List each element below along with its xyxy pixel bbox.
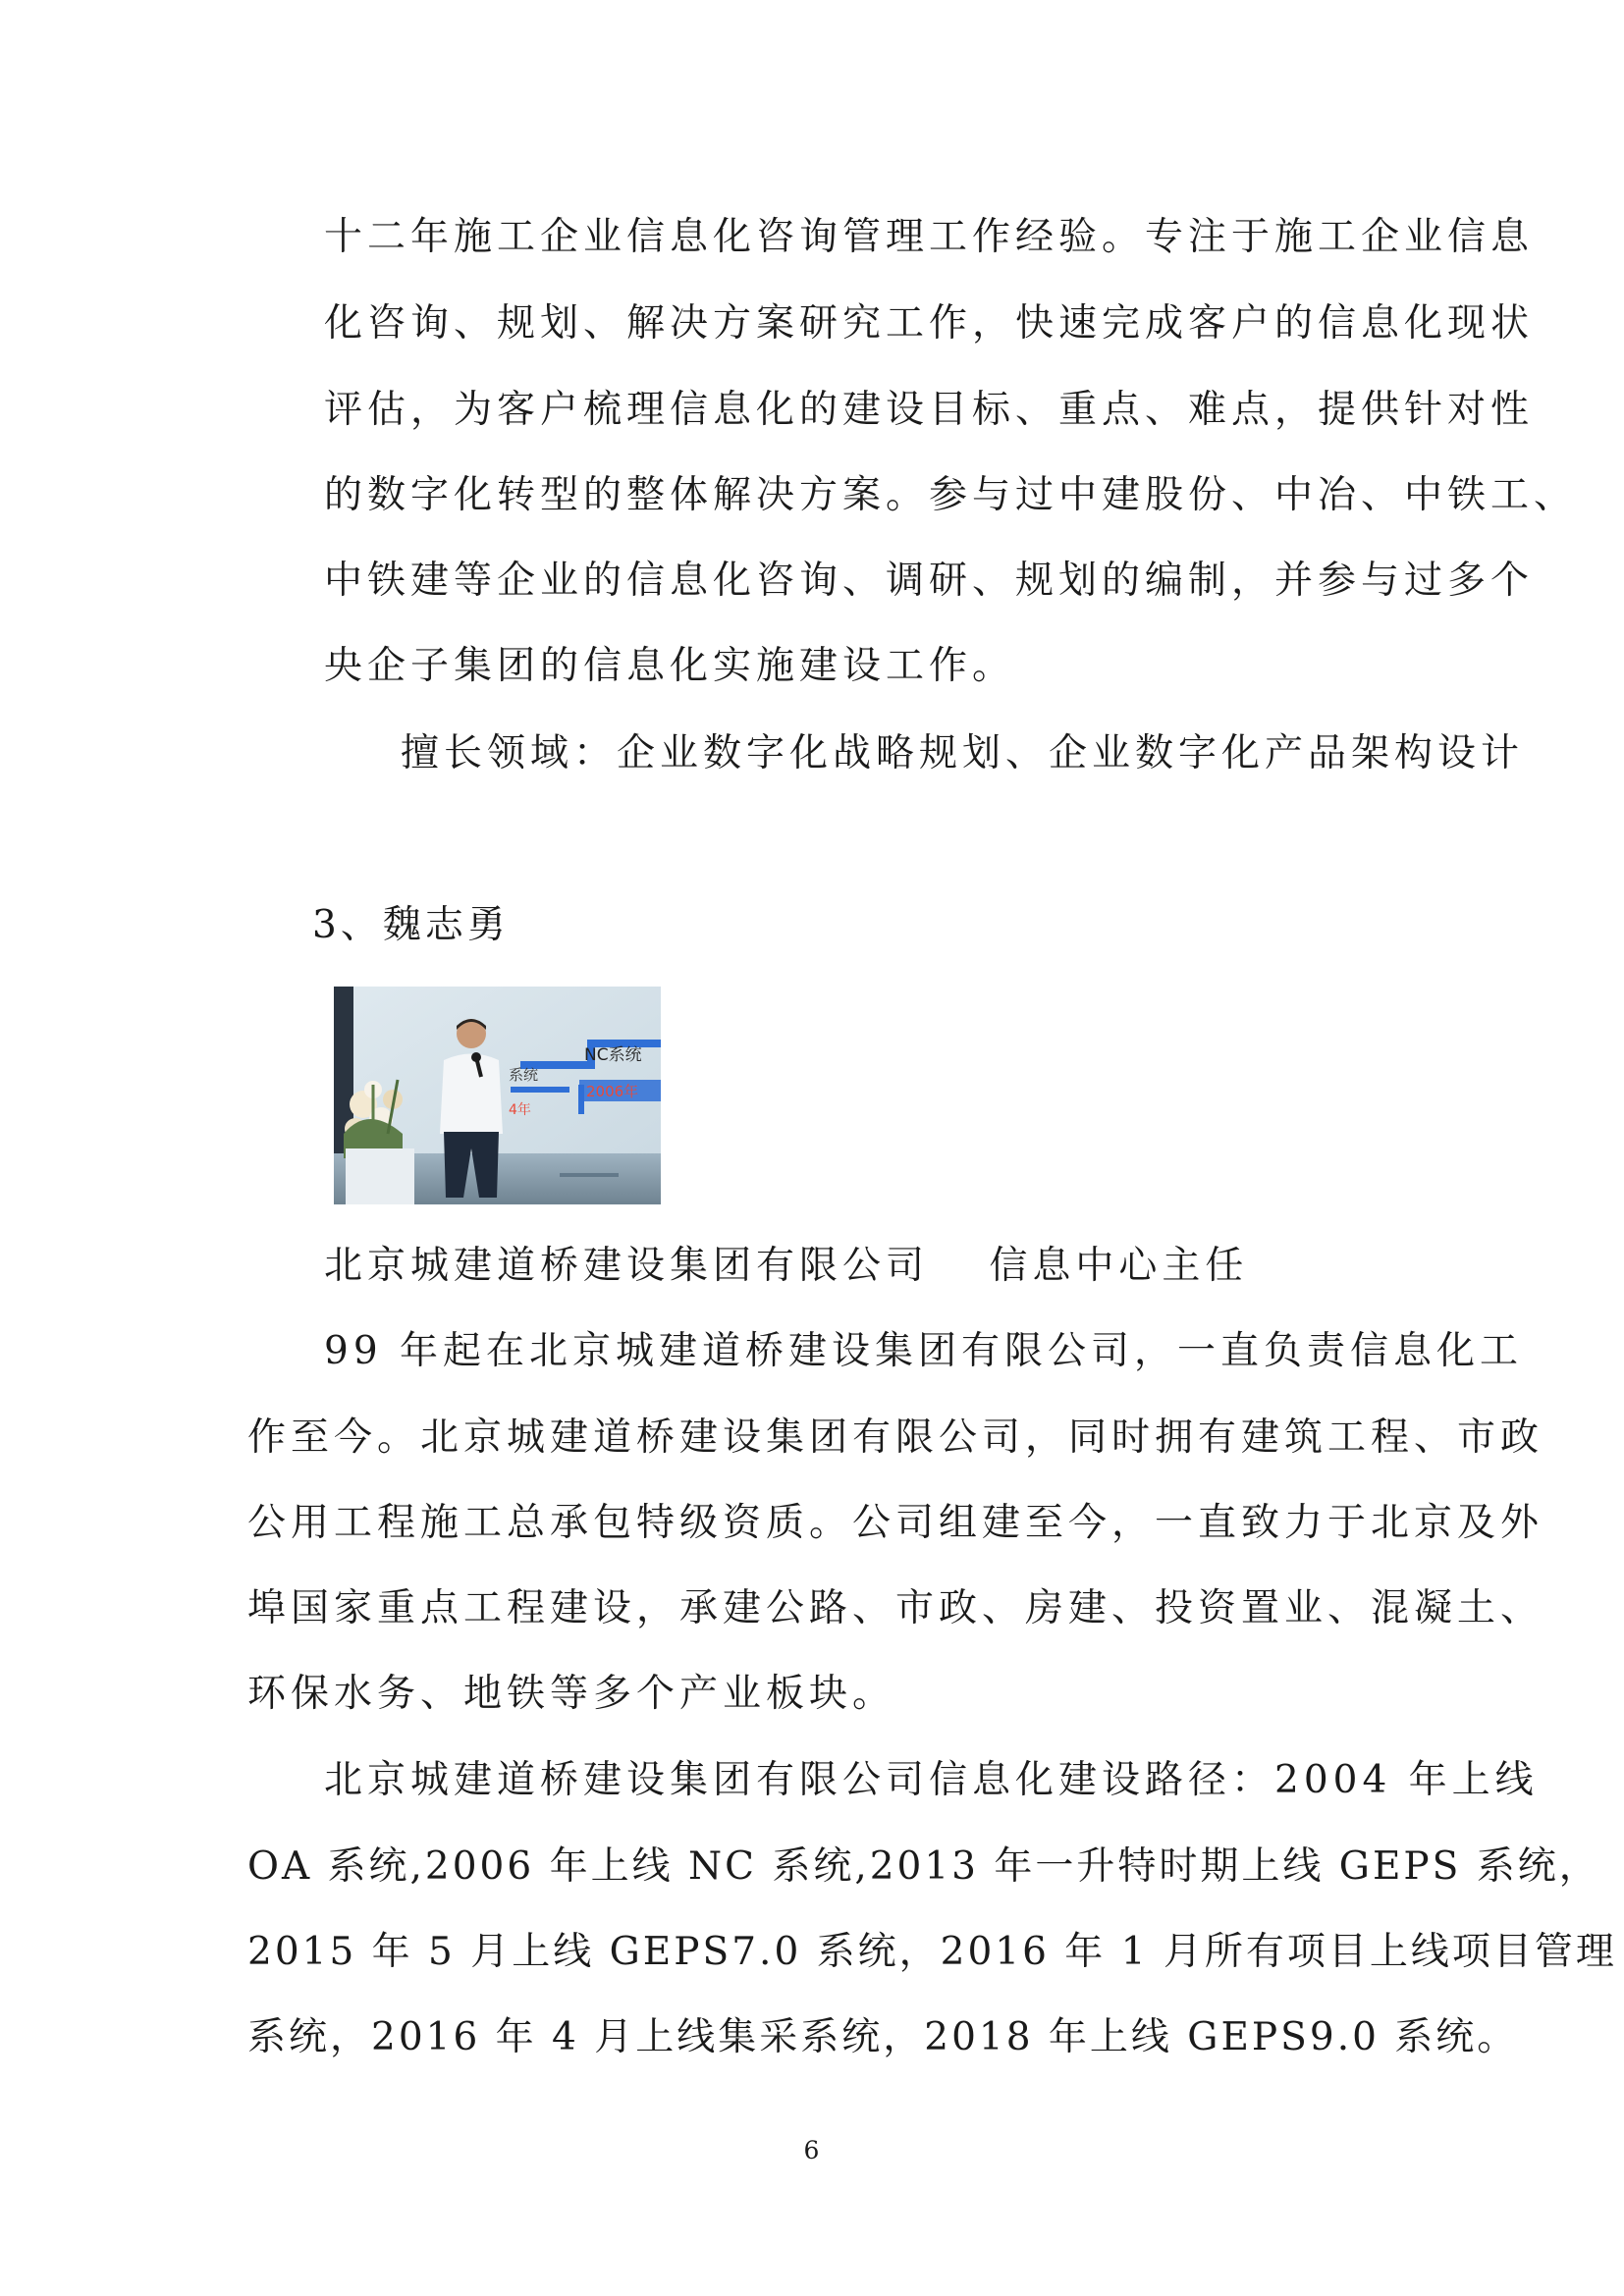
intro-line: 十二年施工企业信息化咨询管理工作经验。专注于施工企业信息	[324, 215, 1535, 259]
intro-line: 的数字化转型的整体解决方案。参与过中建股份、中冶、中铁工、	[324, 473, 1578, 517]
bio-line: 环保水务、地铁等多个产业板块。	[247, 1672, 896, 1716]
intro-line: 央企子集团的信息化实施建设工作。	[324, 644, 1016, 688]
section-heading: 3、魏志勇	[312, 903, 510, 947]
page-number: 6	[803, 2136, 821, 2164]
bio-line: 埠国家重点工程建设，承建公路、市政、房建、投资置业、混凝土、	[247, 1586, 1544, 1630]
intro-line: 中铁建等企业的信息化咨询、调研、规划的编制，并参与过多个	[324, 559, 1535, 603]
expertise-line: 擅长领域：企业数字化战略规划、企业数字化产品架构设计	[401, 731, 1525, 775]
path-line: OA 系统,2006 年上线 NC 系统,2013 年一升特时期上线 GEPS 系统，	[247, 1844, 1600, 1889]
bio-line: 作至今。北京城建道桥建设集团有限公司，同时拥有建筑工程、市政	[247, 1415, 1544, 1460]
path-line: 系统，2016 年 4 月上线集采系统，2018 年上线 GEPS9.0 系统。	[247, 2015, 1519, 2059]
screen-text: 系统	[509, 1066, 539, 1084]
path-line: 2015 年 5 月上线 GEPS7.0 系统，2016 年 1 月所有项目上线项目管理	[247, 1930, 1617, 1974]
speaker-photo	[334, 987, 661, 1204]
bio-line: 99 年起在北京城建道桥建设集团有限公司，一直负责信息化工	[324, 1329, 1524, 1373]
bio-line: 公用工程施工总承包特级资质。公司组建至今，一直致力于北京及外	[247, 1501, 1544, 1545]
screen-text: 2006年	[586, 1083, 639, 1100]
screen-text: NC系统	[584, 1045, 642, 1065]
affiliation-line: 北京城建道桥建设集团有限公司 信息中心主任	[324, 1244, 1249, 1288]
intro-line: 化咨询、规划、解决方案研究工作，快速完成客户的信息化现状	[324, 301, 1535, 346]
path-line: 北京城建道桥建设集团有限公司信息化建设路径：2004 年上线	[324, 1758, 1539, 1802]
screen-text: 4年	[509, 1102, 531, 1118]
intro-line: 评估，为客户梳理信息化的建设目标、重点、难点，提供针对性	[324, 388, 1535, 432]
speaker-photo-image	[334, 987, 661, 1204]
